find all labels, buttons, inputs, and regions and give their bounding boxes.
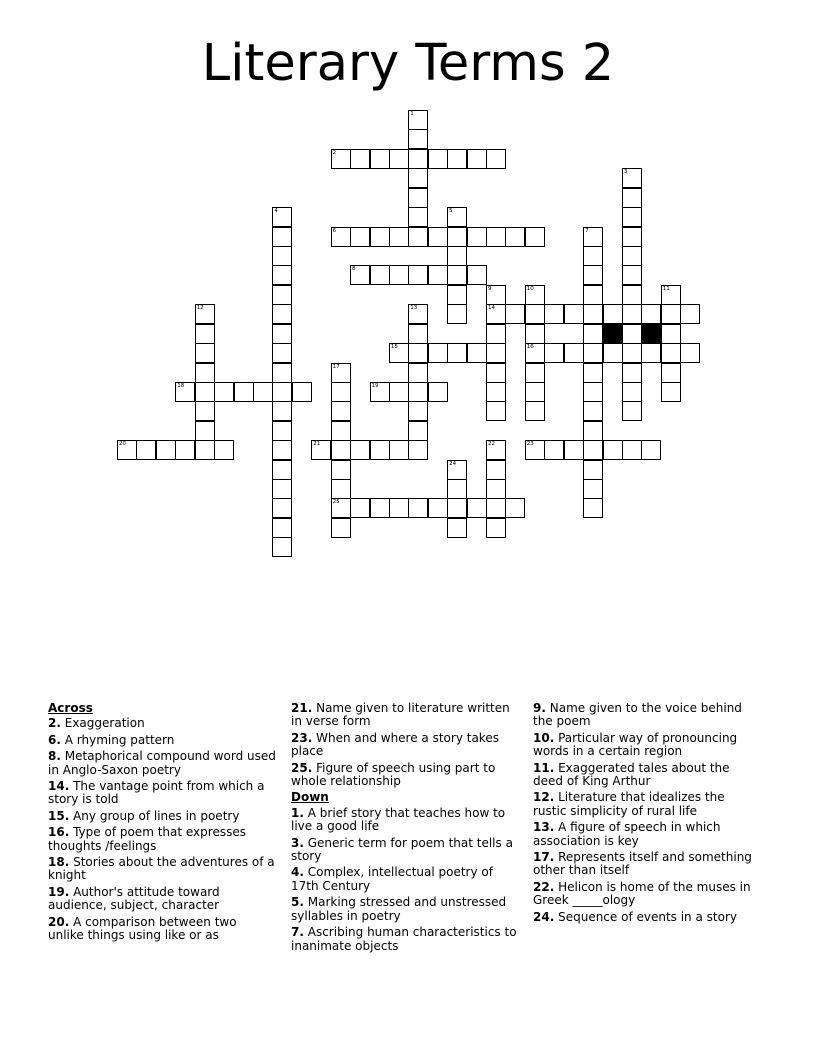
grid-cell[interactable] [156,440,176,460]
grid-cell[interactable] [331,460,351,480]
grid-cell[interactable] [603,440,623,460]
clue-across-6: 6. A rhyming pattern [48,732,175,747]
grid-cell[interactable] [214,382,234,402]
grid-cell[interactable] [311,440,331,460]
grid-cell[interactable] [195,440,215,460]
grid-cell[interactable] [331,479,351,499]
grid-cell[interactable] [583,227,603,247]
grid-cell[interactable] [447,265,467,285]
grid-cell[interactable] [486,227,506,247]
clue-number: 14 [488,305,495,312]
clue-number: 2 [332,149,337,156]
clue-down-12: 12. Literature that idealizes the rustic simplicity of rural life [533,790,725,818]
grid-cell[interactable] [272,421,292,441]
grid-cell[interactable] [370,227,390,247]
clues-column-1 [48,702,276,946]
grid-cell[interactable] [661,343,681,363]
grid-cell[interactable] [389,382,409,402]
grid-cell[interactable] [447,207,467,227]
grid-cell[interactable] [408,110,428,130]
grid-cell[interactable] [447,460,467,480]
grid-cell[interactable] [680,343,700,363]
grid-cell[interactable] [428,343,448,363]
clue-number: 25 [332,499,340,506]
grid-cell[interactable] [583,363,603,383]
clue-across-23: 23. When and where a story takes place [291,730,499,759]
grid-cell[interactable] [408,440,428,460]
grid-cell[interactable] [622,265,642,285]
grid-cell[interactable] [408,149,428,169]
grid-cell[interactable] [370,149,390,169]
grid-cell[interactable] [583,460,603,480]
clue-number: 6 [332,227,337,234]
grid-cell[interactable] [641,440,661,460]
grid-cell[interactable] [447,149,467,169]
grid-cell[interactable] [214,440,234,460]
grid-cell[interactable] [661,382,681,402]
grid-cell[interactable] [447,304,467,324]
grid-cell[interactable] [272,518,292,538]
grid-cell[interactable] [272,227,292,247]
grid-cell[interactable] [486,401,506,421]
grid-cell[interactable] [428,382,448,402]
grid-cell[interactable] [370,265,390,285]
grid-cell[interactable] [408,401,428,421]
clue-number: 5 [449,208,453,215]
grid-cell[interactable] [350,498,370,518]
grid-cell[interactable] [661,363,681,383]
grid-cell[interactable] [331,401,351,421]
grid-cell[interactable] [525,227,545,247]
grid-cell[interactable] [408,188,428,208]
grid-cell[interactable] [117,440,137,460]
grid-cell[interactable] [544,440,564,460]
grid-cell[interactable] [389,440,409,460]
grid-cell[interactable] [486,498,506,518]
grid-cell[interactable] [234,382,254,402]
grid-cell[interactable] [486,440,506,460]
grid-cell[interactable] [408,421,428,441]
clue-number: 24 [449,460,457,467]
grid-cell[interactable] [408,304,428,324]
grid-cell[interactable] [272,285,292,305]
grid-cell[interactable] [272,479,292,499]
grid-cell[interactable] [622,246,642,266]
grid-cell[interactable] [136,440,156,460]
grid-cell[interactable] [641,304,661,324]
clue-across-14: 14. The vantage point from which a story is told [48,779,265,807]
clue-number: 15 [390,344,398,350]
across-heading: Across [48,701,93,715]
grid-cell[interactable] [408,363,428,383]
grid-cell[interactable] [486,382,506,402]
grid-cell[interactable] [331,382,351,402]
grid-cell[interactable] [680,304,700,324]
grid-cell[interactable] [175,382,195,402]
grid-cell[interactable] [525,285,545,305]
grid-cell[interactable] [622,440,642,460]
grid-cell[interactable] [370,382,390,402]
grid-cell[interactable] [408,265,428,285]
grid-cell[interactable] [408,382,428,402]
clues-column-3 [533,702,761,927]
grid-cell[interactable] [486,479,506,499]
grid-cell[interactable] [272,265,292,285]
grid-cell[interactable] [583,498,603,518]
clue-across-25: 25. Figure of speech using part to whole relationship [291,760,496,789]
grid-cell[interactable] [272,401,292,421]
clue-number: 3 [623,169,628,176]
clue-number: 23 [526,441,534,448]
grid-cell[interactable] [622,304,642,324]
clue-number: 8 [352,266,356,273]
grid-cell[interactable] [505,498,525,518]
grid-cell[interactable] [583,382,603,402]
clue-number: 22 [488,441,495,448]
grid-cell[interactable] [272,363,292,383]
clue-across-15: 15. Any group of lines in poetry [48,808,240,823]
grid-cell[interactable] [467,149,487,169]
grid-cell[interactable] [408,227,428,247]
clue-down-13: 13. A figure of speech in which association is key [533,820,721,848]
clue-across-2: 2. Exaggeration [48,716,145,731]
grid-cell[interactable] [525,363,545,383]
grid-cell[interactable] [525,343,545,363]
grid-cell[interactable] [622,168,642,188]
grid-cell[interactable] [525,440,545,460]
grid-cell[interactable] [447,246,467,266]
grid-cell[interactable] [408,168,428,188]
black-square [641,324,661,344]
puzzle-title: Literary Terms 2 [201,34,615,93]
grid-cell[interactable] [272,440,292,460]
clue-down-10: 10. Particular way of pronouncing words in a certain region [533,730,738,759]
grid-cell[interactable] [622,227,642,247]
grid-cell[interactable] [370,440,390,460]
grid-cell[interactable] [622,363,642,383]
grid-cell[interactable] [253,382,273,402]
clue-down-5: 5. Marking stressed and unstressed syllables in poetry [291,895,507,923]
clue-number: 12 [196,305,204,312]
grid-cell[interactable] [272,246,292,266]
grid-cell[interactable] [428,498,448,518]
clue-number: 20 [119,441,126,448]
grid-cell[interactable] [486,460,506,480]
grid-cell[interactable] [195,324,215,344]
grid-cell[interactable] [622,401,642,421]
clue-down-24: 24. Sequence of events in a story [533,909,737,924]
grid-cell[interactable] [467,227,487,247]
grid-cell[interactable] [331,149,351,169]
grid-cell[interactable] [331,363,351,383]
grid-cell[interactable] [195,343,215,363]
clue-down-1: 1. A brief story that teaches how to live a good life [291,805,506,834]
grid-cell[interactable] [564,440,584,460]
clue-across-20: 20. A comparison between two unlike things using like or as [48,914,237,943]
grid-cell[interactable] [583,246,603,266]
clue-number: 19 [371,382,379,389]
clues-column-2 [291,702,519,956]
grid-cell[interactable] [331,498,351,518]
grid-cell[interactable] [486,363,506,383]
grid-cell[interactable] [447,498,467,518]
clue-number: 11 [662,285,670,292]
grid-cell[interactable] [583,421,603,441]
grid-cell[interactable] [370,498,390,518]
grid-cell[interactable] [622,188,642,208]
grid-cell[interactable] [661,324,681,344]
grid-cell[interactable] [525,304,545,324]
grid-cell[interactable] [331,518,351,538]
grid-cell[interactable] [272,207,292,227]
grid-cell[interactable] [622,324,642,344]
grid-cell[interactable] [175,440,195,460]
clue-down-7: 7. Ascribing human characteristics to inanimate objects [291,925,517,953]
grid-cell[interactable] [350,265,370,285]
grid-cell[interactable] [583,304,603,324]
clue-down-4: 4. Complex, intellectual poetry of 17th Century [291,865,493,893]
clue-down-17: 17. Represents itself and something other than itself [533,850,752,878]
grid-cell[interactable] [603,343,623,363]
grid-cell[interactable] [350,440,370,460]
grid-cell[interactable] [195,421,215,441]
grid-cell[interactable] [408,207,428,227]
grid-cell[interactable] [564,304,584,324]
grid-cell[interactable] [292,382,312,402]
grid-cell[interactable] [505,227,525,247]
grid-cell[interactable] [272,324,292,344]
clue-across-16: 16. Type of poem that expresses thoughts /feelings [48,825,246,853]
grid-cell[interactable] [272,382,292,402]
grid-cell[interactable] [661,285,681,305]
grid-cell[interactable] [544,304,564,324]
grid-cell[interactable] [272,304,292,324]
clue-down-22: 22. Helicon is home of the muses in Greek _____ology [533,879,751,908]
grid-cell[interactable] [428,227,448,247]
grid-cell[interactable] [428,149,448,169]
grid-cell[interactable] [544,343,564,363]
clue-down-9: 9. Name given to the voice behind the poem [533,701,742,729]
clue-number: 9 [488,285,492,292]
grid-cell[interactable] [486,304,506,324]
clue-across-8: 8. Metaphorical compound word used in Anglo-Saxon poetry [48,749,276,777]
clue-number: 1 [410,111,414,117]
grid-cell[interactable] [195,363,215,383]
grid-cell[interactable] [622,343,642,363]
grid-cell[interactable] [408,498,428,518]
grid-cell[interactable] [272,460,292,480]
grid-cell[interactable] [272,498,292,518]
clue-number: 10 [526,285,534,292]
grid-cell[interactable] [622,382,642,402]
grid-cell[interactable] [447,227,467,247]
clue-number: 17 [332,363,340,370]
grid-cell[interactable] [195,382,215,402]
clue-down-11: 11. Exaggerated tales about the deed of King Arthur [533,760,730,789]
grid-cell[interactable] [661,304,681,324]
grid-cell[interactable] [486,518,506,538]
grid-cell[interactable] [389,149,409,169]
grid-cell[interactable] [467,265,487,285]
grid-cell[interactable] [350,149,370,169]
grid-cell[interactable] [272,537,292,557]
grid-cell[interactable] [389,227,409,247]
grid-cell[interactable] [447,518,467,538]
grid-cell[interactable] [408,129,428,149]
grid-cell[interactable] [583,401,603,421]
grid-cell[interactable] [583,265,603,285]
grid-cell[interactable] [331,421,351,441]
grid-cell[interactable] [389,498,409,518]
grid-cell[interactable] [272,343,292,363]
black-square [603,324,623,344]
grid-cell[interactable] [195,401,215,421]
grid-cell[interactable] [447,285,467,305]
down-heading: Down [291,790,329,805]
grid-cell[interactable] [486,285,506,305]
grid-cell[interactable] [583,479,603,499]
clue-number: 21 [313,441,321,448]
clue-across-19: 19. Author's attitude toward audience, subject, character [48,884,220,913]
grid-cell[interactable] [525,324,545,344]
grid-cell[interactable] [195,304,215,324]
grid-cell[interactable] [467,498,487,518]
grid-cell[interactable] [486,343,506,363]
grid-cell[interactable] [525,401,545,421]
grid-cell[interactable] [331,227,351,247]
grid-cell[interactable] [583,324,603,344]
clue-down-3: 3. Generic term for poem that tells a story [291,835,513,864]
grid-cell[interactable] [486,149,506,169]
grid-cell[interactable] [408,324,428,344]
grid-cell[interactable] [428,265,448,285]
grid-cell[interactable] [486,324,506,344]
grid-cell[interactable] [583,440,603,460]
clue-number: 18 [177,382,185,389]
clue-across-21: 21. Name given to literature written in verse form [291,701,510,729]
clue-number: 13 [410,305,418,312]
grid-cell[interactable] [505,304,525,324]
grid-cell[interactable] [583,343,603,363]
grid-cell[interactable] [467,343,487,363]
grid-cell[interactable] [447,479,467,499]
grid-cell[interactable] [447,343,467,363]
grid-cell[interactable] [583,285,603,305]
grid-cell[interactable] [641,343,661,363]
grid-cell[interactable] [350,227,370,247]
clue-number: 7 [585,227,589,234]
grid-cell[interactable] [389,343,409,363]
clue-number: 16 [526,344,534,350]
grid-cell[interactable] [603,304,623,324]
grid-cell[interactable] [408,343,428,363]
grid-cell[interactable] [564,343,584,363]
grid-cell[interactable] [622,207,642,227]
grid-cell[interactable] [525,382,545,402]
grid-cell[interactable] [622,285,642,305]
grid-cell[interactable] [389,265,409,285]
clue-number: 4 [274,208,278,215]
clue-across-18: 18. Stories about the adventures of a knight [48,855,275,883]
grid-cell[interactable] [331,440,351,460]
